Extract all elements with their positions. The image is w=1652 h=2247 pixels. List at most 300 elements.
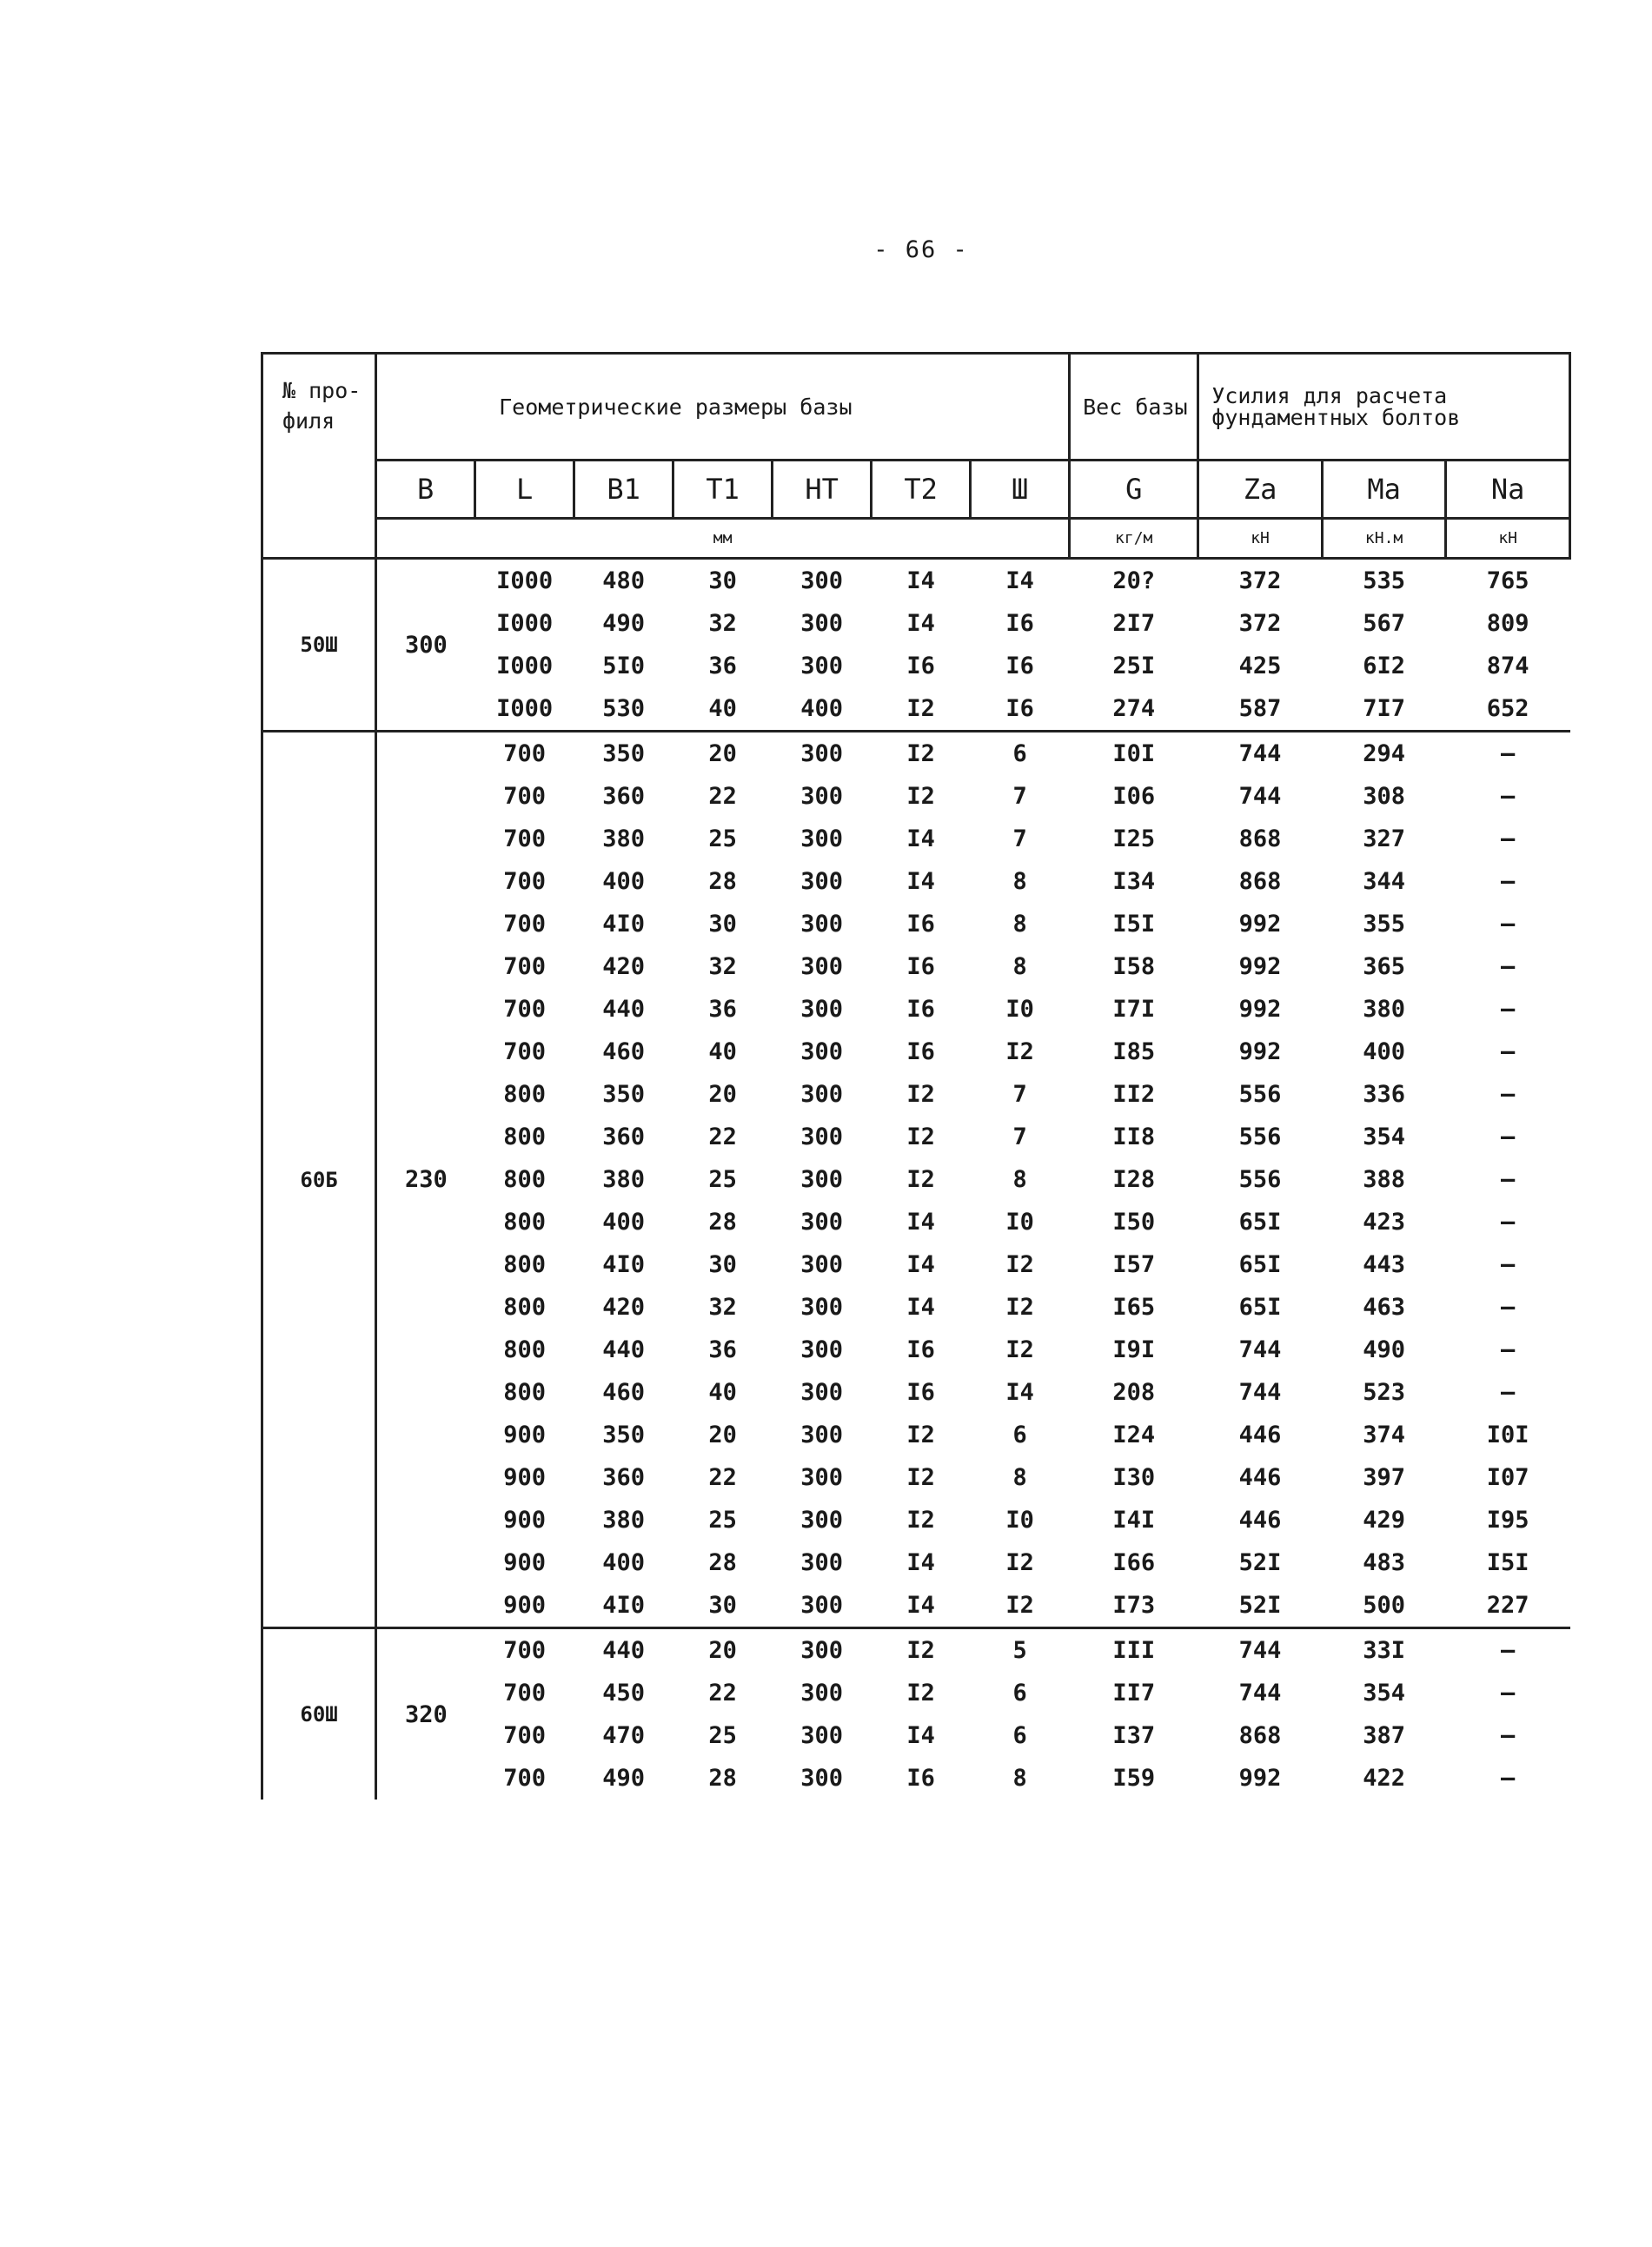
cell-ht: 300 [800,868,843,895]
cell-t2: I2 [872,732,971,776]
cell-b1: 360 [602,783,645,810]
cell-t2: I2 [906,695,935,722]
cell-l: 800 [503,1379,546,1406]
cell-sh: 7 [1012,1081,1027,1108]
cell-t2: I6 [906,1336,935,1363]
cell-ma: 500 [1363,1592,1405,1619]
cell-sh: I2 [1005,1592,1034,1619]
cell-za: 868 [1238,868,1282,895]
cell-g: 208 [1112,1379,1156,1406]
cell-g: I34 [1112,868,1156,895]
cell-sh: I0 [1005,1507,1034,1534]
cell-na: – [1501,1209,1516,1236]
cell-g: I85 [1112,1038,1156,1065]
cell-ma: 344 [1363,868,1405,895]
cell-t2: I4 [906,868,935,895]
cell-ht: 300 [773,1628,872,1673]
cell-ht: 300 [800,1251,843,1278]
cell-t2: I4 [906,1722,935,1749]
cell-t2: I2 [906,1081,935,1108]
cell-b1: 470 [602,1722,645,1749]
cell-b1: 360 [602,1464,645,1491]
cell-l: I000 [496,610,554,637]
cell-sh: I2 [1005,1549,1034,1576]
cell-b1: 490 [602,610,645,637]
cell-t2: I4 [906,1209,935,1236]
cell-ht: 300 [800,783,843,810]
cell-l: 700 [475,732,574,776]
cell-sh: I2 [1005,1294,1034,1321]
cell-sh: 5 [971,1628,1070,1673]
col-g: G [1070,461,1198,519]
cell-sh: 6 [1012,1722,1027,1749]
cell-ma: 365 [1363,953,1405,980]
cell-ma: 423 [1363,1209,1405,1236]
cell-ht: 300 [800,1124,843,1150]
cell-t1: 20 [673,1628,773,1673]
cell-l: 800 [503,1124,546,1150]
col-ht: HT [773,461,872,519]
col-b1: B1 [574,461,673,519]
cell-t1: 28 [708,868,737,895]
cell-ma: 387 [1363,1722,1405,1749]
cell-ht: 300 [800,1680,843,1707]
cell-t1: 36 [708,1336,737,1363]
cell-l: 700 [503,783,546,810]
cell-b1: 530 [602,695,645,722]
cell-za: 372 [1238,610,1282,637]
cell-sh: I0 [1005,996,1034,1023]
cell-l: 900 [503,1422,546,1448]
cell-ma: 422 [1363,1765,1405,1792]
cell-g: II8 [1112,1124,1156,1150]
table-body [262,559,1570,1800]
col-ma: Ma [1322,461,1446,519]
cell-b1: 380 [602,1166,645,1193]
page-number: - 66 - [873,236,969,263]
cell-t2: I4 [906,825,935,852]
cell-na: – [1501,1294,1516,1321]
cell-t1: 22 [708,783,737,810]
profile-cell: 50Ш [262,559,376,732]
cell-b1: 490 [602,1765,645,1792]
cell-sh: 8 [1012,1464,1027,1491]
cell-ma: 354 [1363,1124,1405,1150]
cell-na: I07 [1486,1464,1529,1491]
cell-g: I30 [1112,1464,1156,1491]
cell-na: 765 [1486,567,1529,594]
cell-na: – [1501,783,1516,810]
cell-b1: 420 [602,1294,645,1321]
col-t2: T2 [872,461,971,519]
cell-sh: 6 [1012,1422,1027,1448]
cell-g: III [1070,1628,1198,1673]
cell-g: I7I [1112,996,1156,1023]
cell-ht: 300 [800,1549,843,1576]
cell-za: 556 [1238,1081,1282,1108]
cell-za: 992 [1238,1765,1282,1792]
cell-za: 744 [1238,1379,1282,1406]
cell-na: 652 [1486,695,1529,722]
cell-za: 372 [1238,567,1282,594]
cell-ma: 327 [1363,825,1405,852]
cell-sh: 6 [1012,1680,1027,1707]
cell-za: 65I [1238,1251,1282,1278]
cell-t2: I6 [906,1379,935,1406]
cell-za: 556 [1238,1124,1282,1150]
cell-ma: 380 [1363,996,1405,1023]
cell-na: – [1501,1680,1516,1707]
cell-t1: 22 [708,1680,737,1707]
cell-t2: I4 [906,1251,935,1278]
cell-sh: 7 [1012,783,1027,810]
cell-t1: 30 [708,911,737,938]
cell-za: 52I [1238,1592,1282,1619]
table-row [262,559,1570,603]
cell-g: I25 [1112,825,1156,852]
cell-sh: I0 [1005,1209,1034,1236]
cell-na: – [1501,1166,1516,1193]
cell-t2: I6 [906,911,935,938]
col-l: L [475,461,574,519]
col-sh: Ш [971,461,1070,519]
cell-l: I000 [496,695,554,722]
cell-l: 700 [503,953,546,980]
cell-ht: 400 [800,695,843,722]
cell-za: 744 [1238,1336,1282,1363]
cell-ht: 300 [800,825,843,852]
cell-l: 700 [475,1628,574,1673]
cell-za: 587 [1238,695,1282,722]
cell-l: 900 [503,1549,546,1576]
cell-ma: 294 [1322,732,1446,776]
cell-t1: 20 [708,1081,737,1108]
cell-b1: 420 [602,953,645,980]
cell-za: 425 [1238,653,1282,679]
cell-na: – [1446,1628,1570,1673]
cell-t1: 30 [708,1251,737,1278]
cell-b1: 480 [602,567,645,594]
cell-t1: 28 [708,1209,737,1236]
cell-za: 744 [1238,783,1282,810]
cell-za: 65I [1238,1209,1282,1236]
cell-g: I0I [1070,732,1198,776]
cell-b: 320 [376,1628,475,1800]
cell-t2: I2 [906,1464,935,1491]
cell-za: 744 [1198,732,1323,776]
cell-t1: 25 [708,825,737,852]
cell-za: 868 [1238,825,1282,852]
cell-na: – [1501,825,1516,852]
cell-ht: 300 [800,1422,843,1448]
cell-t2: I6 [906,653,935,679]
cell-ma: 483 [1363,1549,1405,1576]
cell-l: 800 [503,1081,546,1108]
cell-b1: 400 [602,1209,645,1236]
cell-za: 446 [1238,1507,1282,1534]
cell-b1: 440 [602,996,645,1023]
cell-t2: I6 [906,1038,935,1065]
cell-sh: 6 [971,732,1070,776]
cell-g: I37 [1112,1722,1156,1749]
cell-g: I59 [1112,1765,1156,1792]
cell-ma: 355 [1363,911,1405,938]
cell-za: 65I [1238,1294,1282,1321]
cell-za: 744 [1198,1628,1323,1673]
cell-sh: 8 [1012,868,1027,895]
cell-t2: I2 [906,1507,935,1534]
cell-b1: 380 [602,825,645,852]
cell-g: I5I [1112,911,1156,938]
cell-sh: I2 [1005,1251,1034,1278]
cell-t2: I6 [906,996,935,1023]
cell-na: I5I [1486,1549,1529,1576]
cell-g: 274 [1112,695,1156,722]
cell-ht: 300 [800,610,843,637]
cell-t1: 36 [708,996,737,1023]
cell-l: 800 [503,1209,546,1236]
cell-t1: 30 [708,1592,737,1619]
cell-g: 20? [1112,567,1156,594]
cell-sh: I2 [1005,1336,1034,1363]
cell-na: – [1501,1081,1516,1108]
cell-za: 992 [1238,953,1282,980]
cell-b1: 380 [602,1507,645,1534]
cell-na: 874 [1486,653,1529,679]
col-za: Za [1198,461,1323,519]
cell-na: – [1501,1124,1516,1150]
cell-ht: 300 [800,1507,843,1534]
cell-t2: I2 [906,1422,935,1448]
cell-za: 992 [1238,996,1282,1023]
cell-b1: 4I0 [602,1251,645,1278]
weight-header: Вес базы [1070,354,1198,461]
cell-b1: 360 [602,1124,645,1150]
cell-sh: 8 [1012,1765,1027,1792]
cell-na: 809 [1486,610,1529,637]
cell-b1: 4I0 [602,911,645,938]
cell-l: 700 [503,1680,546,1707]
profile-header: № про- филя [262,354,376,559]
cell-ma: 443 [1363,1251,1405,1278]
base-dimensions-table [261,352,1571,1800]
cell-l: 800 [503,1251,546,1278]
cell-ht: 300 [800,1336,843,1363]
cell-b1: 440 [602,1336,645,1363]
table-row [262,732,1570,776]
cell-l: 700 [503,1038,546,1065]
cell-na: – [1501,996,1516,1023]
cell-t1: 25 [708,1722,737,1749]
cell-b1: 5I0 [602,653,645,679]
cell-sh: I6 [1005,695,1034,722]
cell-na: – [1501,1379,1516,1406]
cell-t1: 22 [708,1464,737,1491]
cell-t2: I6 [906,1765,935,1792]
table-row [262,1628,1570,1673]
cell-l: I000 [496,567,554,594]
cell-ht: 300 [800,953,843,980]
cell-l: 700 [503,1765,546,1792]
cell-g: I28 [1112,1166,1156,1193]
cell-b1: 4I0 [602,1592,645,1619]
unit-mm: мм [376,519,1070,559]
cell-g: II7 [1112,1680,1156,1707]
cell-g: 25I [1112,653,1156,679]
cell-na: I0I [1486,1422,1529,1448]
cell-za: 446 [1238,1464,1282,1491]
cell-t1: 32 [708,953,737,980]
cell-ht: 300 [800,1209,843,1236]
col-b: B [376,461,475,519]
cell-ht: 300 [800,1038,843,1065]
cell-ht: 300 [800,1592,843,1619]
cell-t1: 30 [708,567,737,594]
cell-na: – [1501,1722,1516,1749]
cell-l: 800 [503,1294,546,1321]
cell-b: 230 [376,732,475,1628]
cell-t1: 25 [708,1166,737,1193]
unit-na: кН [1446,519,1570,559]
cell-za: 992 [1238,1038,1282,1065]
cell-t2: I4 [906,567,935,594]
cell-b1: 460 [602,1379,645,1406]
cell-l: 900 [503,1592,546,1619]
cell-g: I58 [1112,953,1156,980]
cell-l: 700 [503,911,546,938]
forces-header: Усилия для расчета фундаментных болтов [1198,354,1570,461]
cell-ma: 336 [1363,1081,1405,1108]
cell-t2: I6 [906,953,935,980]
cell-ht: 300 [800,1379,843,1406]
cell-na: – [1501,1251,1516,1278]
cell-t2: I4 [906,1592,935,1619]
cell-t2: I4 [906,1294,935,1321]
cell-ma: 535 [1363,567,1405,594]
cell-ma: 7I7 [1363,695,1405,722]
cell-b1: 440 [574,1628,673,1673]
cell-l: 700 [503,825,546,852]
cell-l: 700 [503,868,546,895]
cell-t1: 32 [708,610,737,637]
col-na: Na [1446,461,1570,519]
cell-b1: 460 [602,1038,645,1065]
cell-t1: 28 [708,1549,737,1576]
cell-t1: 22 [708,1124,737,1150]
cell-g: 2I7 [1112,610,1156,637]
cell-ma: 6I2 [1363,653,1405,679]
cell-sh: I2 [1005,1038,1034,1065]
cell-sh: I6 [1005,653,1034,679]
cell-sh: I4 [1005,567,1034,594]
cell-ht: 300 [800,1081,843,1108]
cell-ma: 490 [1363,1336,1405,1363]
cell-g: I9I [1112,1336,1156,1363]
unit-za: кН [1198,519,1323,559]
cell-l: 800 [503,1166,546,1193]
cell-na: – [1501,911,1516,938]
cell-l: I000 [496,653,554,679]
cell-t1: 40 [708,695,737,722]
cell-t1: 32 [708,1294,737,1321]
cell-t2: I4 [906,610,935,637]
cell-ht: 300 [800,567,843,594]
cell-ma: 33I [1322,1628,1446,1673]
cell-g: I24 [1112,1422,1156,1448]
cell-t1: 20 [708,1422,737,1448]
cell-na: – [1446,732,1570,776]
cell-ma: 523 [1363,1379,1405,1406]
cell-na: 227 [1486,1592,1529,1619]
cell-sh: 8 [1012,911,1027,938]
cell-na: – [1501,953,1516,980]
cell-ht: 300 [800,1765,843,1792]
cell-sh: 7 [1012,825,1027,852]
cell-t2: I2 [906,1166,935,1193]
cell-t2: I2 [906,1680,935,1707]
profile-cell: 60Б [262,732,376,1628]
cell-za: 992 [1238,911,1282,938]
cell-b1: 400 [602,1549,645,1576]
cell-na: – [1501,868,1516,895]
cell-sh: 8 [1012,1166,1027,1193]
cell-g: I57 [1112,1251,1156,1278]
cell-za: 744 [1238,1680,1282,1707]
cell-b1: 350 [574,732,673,776]
cell-ht: 300 [800,1722,843,1749]
unit-weight: кг/м [1070,519,1198,559]
cell-t1: 40 [708,1038,737,1065]
cell-ma: 374 [1363,1422,1405,1448]
cell-g: II2 [1112,1081,1156,1108]
cell-g: I73 [1112,1592,1156,1619]
cell-t1: 25 [708,1507,737,1534]
cell-g: I66 [1112,1549,1156,1576]
cell-ma: 354 [1363,1680,1405,1707]
cell-ht: 300 [800,653,843,679]
cell-t1: 20 [673,732,773,776]
cell-na: – [1501,1765,1516,1792]
cell-ht: 300 [773,732,872,776]
cell-na: – [1501,1038,1516,1065]
cell-b1: 350 [602,1081,645,1108]
cell-ma: 400 [1363,1038,1405,1065]
cell-ht: 300 [800,911,843,938]
cell-sh: 7 [1012,1124,1027,1150]
profile-cell: 60Ш [262,1628,376,1800]
cell-l: 700 [503,1722,546,1749]
cell-t1: 40 [708,1379,737,1406]
cell-l: 800 [503,1336,546,1363]
cell-na: – [1501,1336,1516,1363]
cell-t2: I4 [906,1549,935,1576]
cell-t1: 28 [708,1765,737,1792]
geometry-header: Геометрические размеры базы [376,354,1070,461]
cell-ma: 567 [1363,610,1405,637]
cell-ht: 300 [800,1166,843,1193]
cell-t2: I2 [906,1124,935,1150]
cell-za: 556 [1238,1166,1282,1193]
cell-ma: 397 [1363,1464,1405,1491]
cell-l: 700 [503,996,546,1023]
cell-ht: 300 [800,1294,843,1321]
cell-t2: I2 [872,1628,971,1673]
unit-ma: кН.м [1322,519,1446,559]
cell-sh: 8 [1012,953,1027,980]
cell-b1: 400 [602,868,645,895]
cell-sh: I4 [1005,1379,1034,1406]
col-t1: T1 [673,461,773,519]
